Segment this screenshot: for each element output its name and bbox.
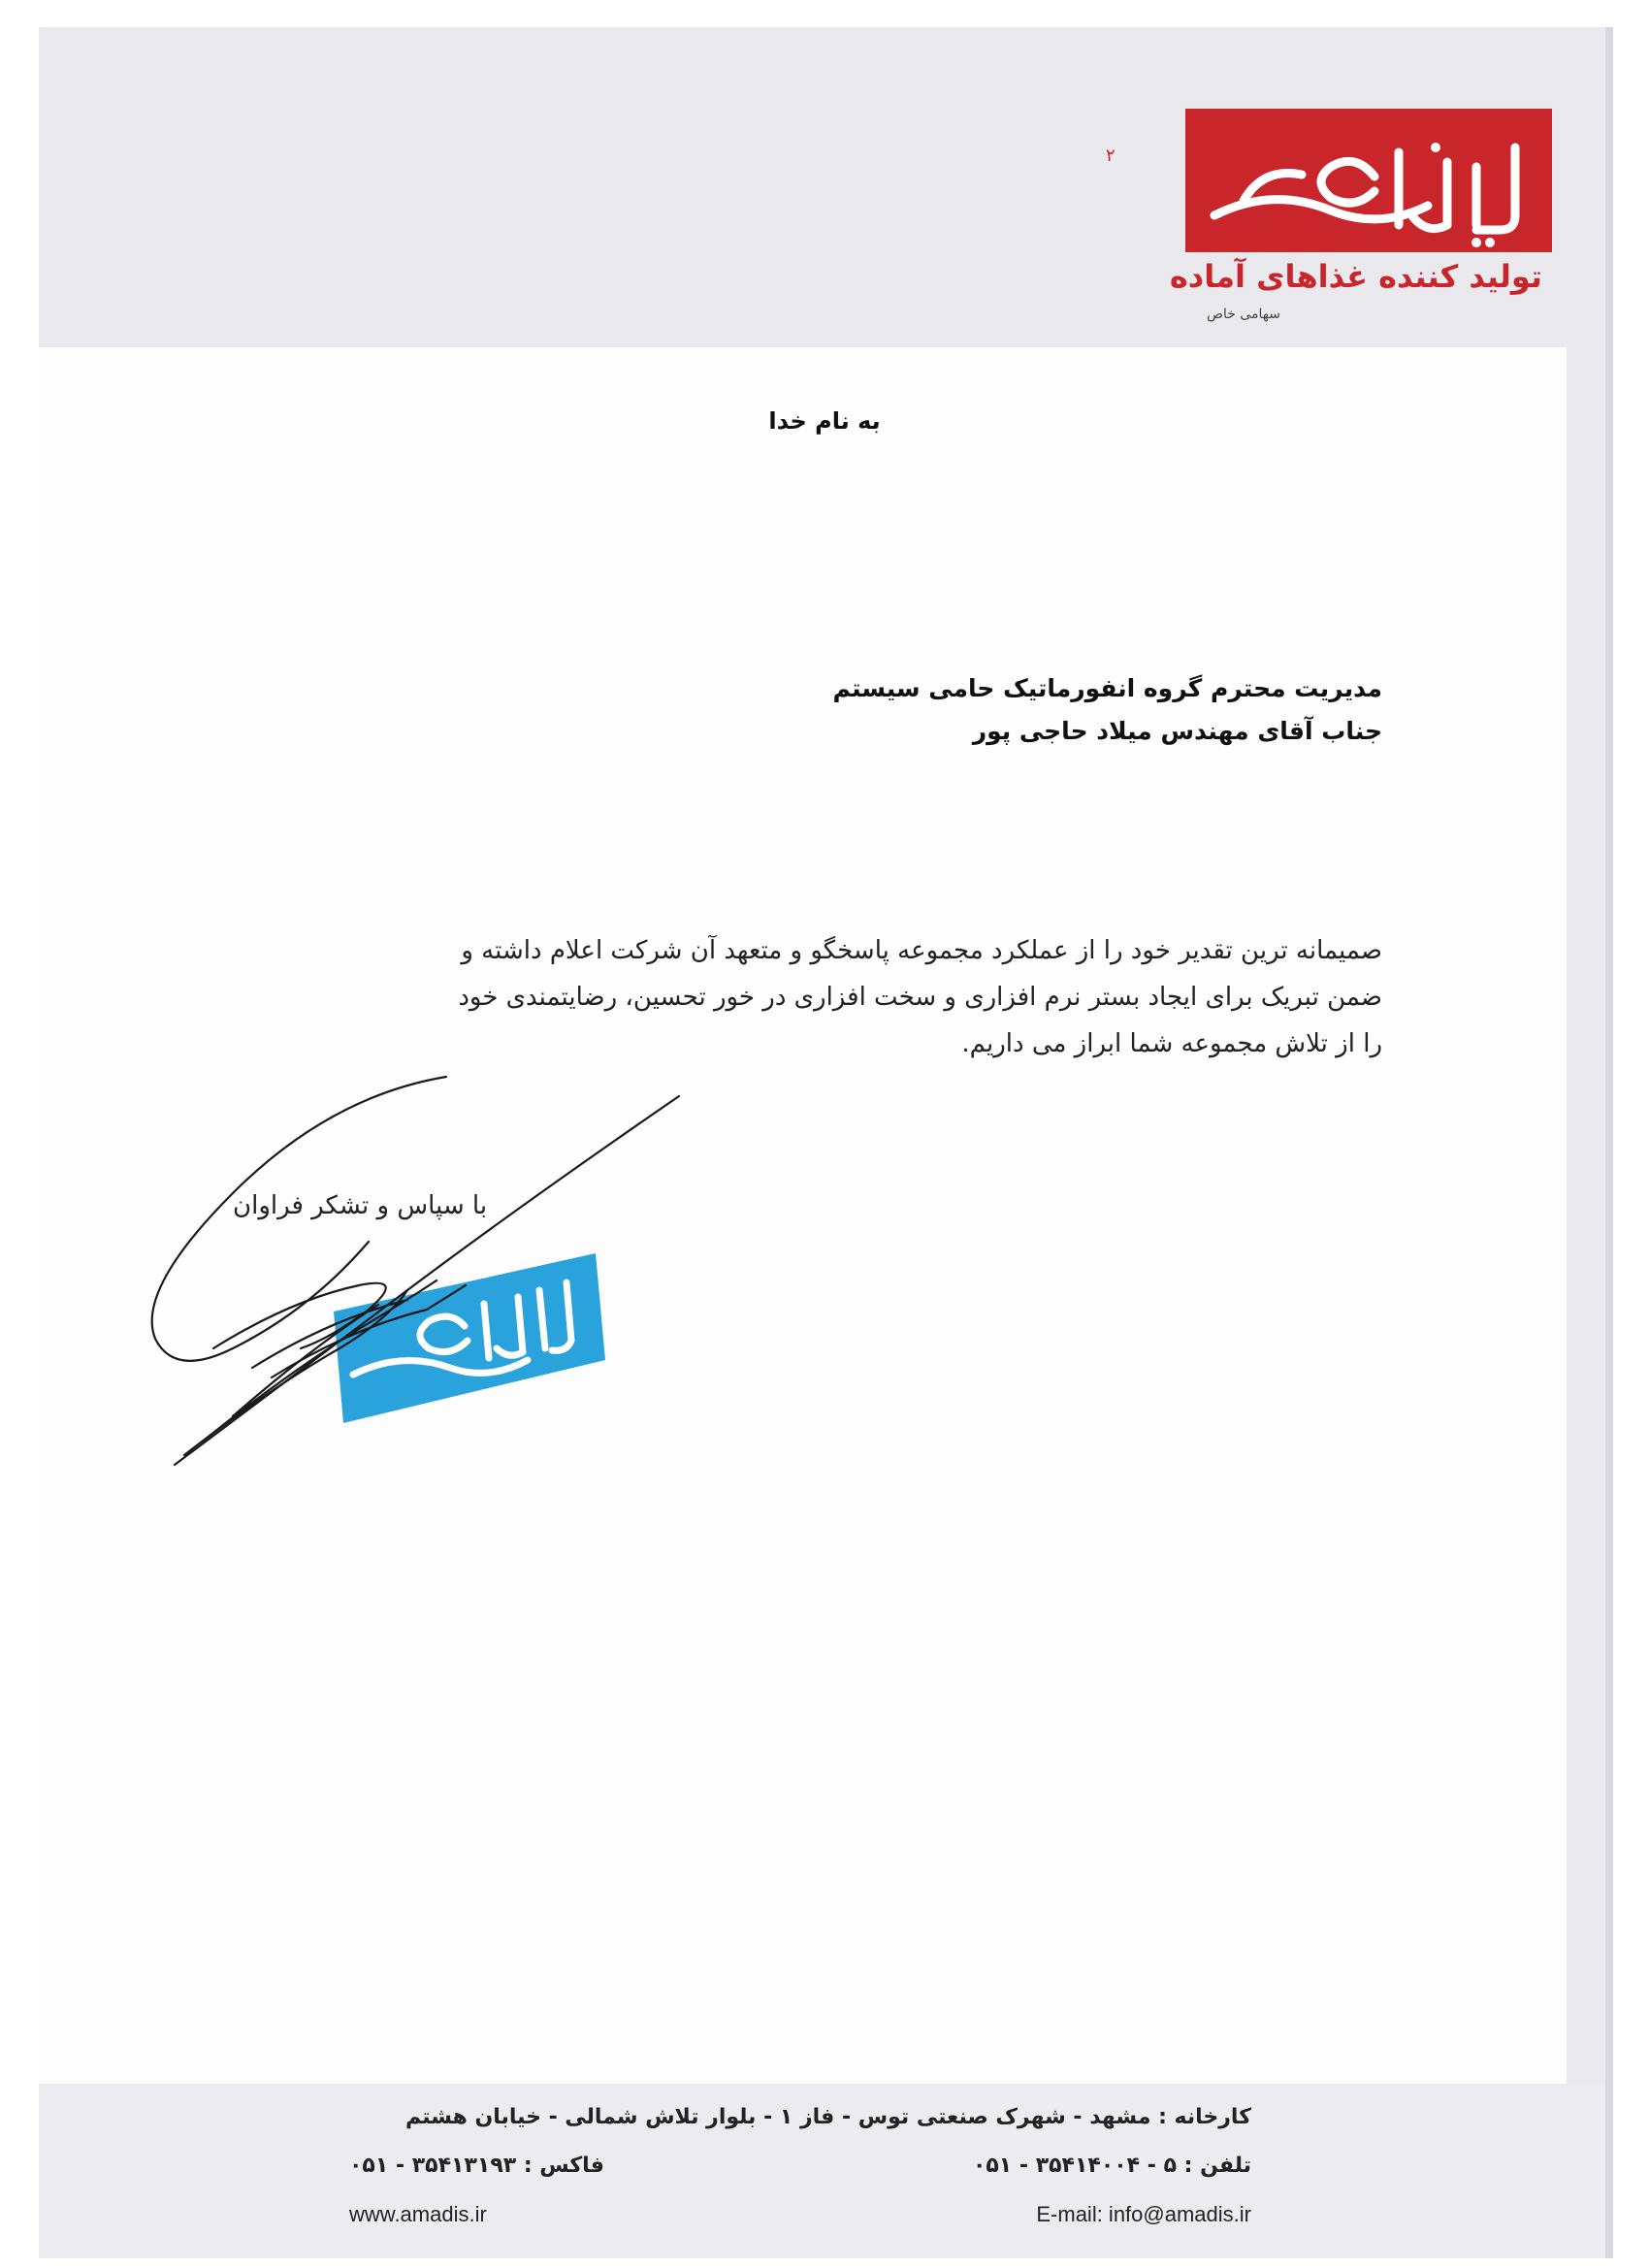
recipient-person: جناب آقای مهندس میلاد حاجی پور (972, 717, 1382, 745)
footer-fax: فاکس : ۳۵۴۱۳۱۹۳ - ۰۵۱ (349, 2154, 604, 2178)
body-line: ضمن تبریک برای ایجاد بستر نرم افزاری و سخت افزاری در خور تحسین، رضایتمندی خود (458, 983, 1382, 1012)
recipient-organization: مدیریت محترم گروه انفورماتیک حامی سیستم (832, 674, 1382, 702)
signature-icon (116, 1057, 757, 1484)
body-line: را از تلاش مجموعه شما ابراز می داریم. (961, 1029, 1382, 1058)
footer-phone: تلفن : ۵ - ۳۵۴۱۴۰۰۴ - ۰۵۱ (972, 2154, 1251, 2178)
letter-heading: به نام خدا (768, 407, 881, 435)
company-tagline: تولید کننده غذاهای آماده (1169, 258, 1542, 295)
footer-address: کارخانه : مشهد - شهرک صنعتی توس - فاز ۱ - بلوار تلاش شمالی - خیابان هشتم (405, 2105, 1251, 2129)
footer-website: www.amadis.ir (349, 2202, 487, 2226)
footer-email: E-mail: info@amadis.ir (1036, 2202, 1251, 2226)
recipient-block (509, 667, 1382, 753)
company-type: سهامی خاص (1207, 307, 1280, 322)
page-mark: ۲ (1106, 146, 1116, 166)
letter-body (238, 927, 1382, 1067)
scan-edge (1605, 27, 1613, 2258)
body-line: صمیمانه ترین تقدیر خود را از عملکرد مجموعه پاسخگو و متعهد آن شرکت اعلام داشته و (461, 936, 1382, 965)
right-margin-strip (1567, 27, 1605, 2258)
signature (116, 1057, 757, 1484)
logo-calligraphy-icon (1185, 109, 1552, 252)
letter-closing: با سپاس و تشکر فراوان (233, 1191, 488, 1220)
company-logo (1185, 109, 1552, 252)
